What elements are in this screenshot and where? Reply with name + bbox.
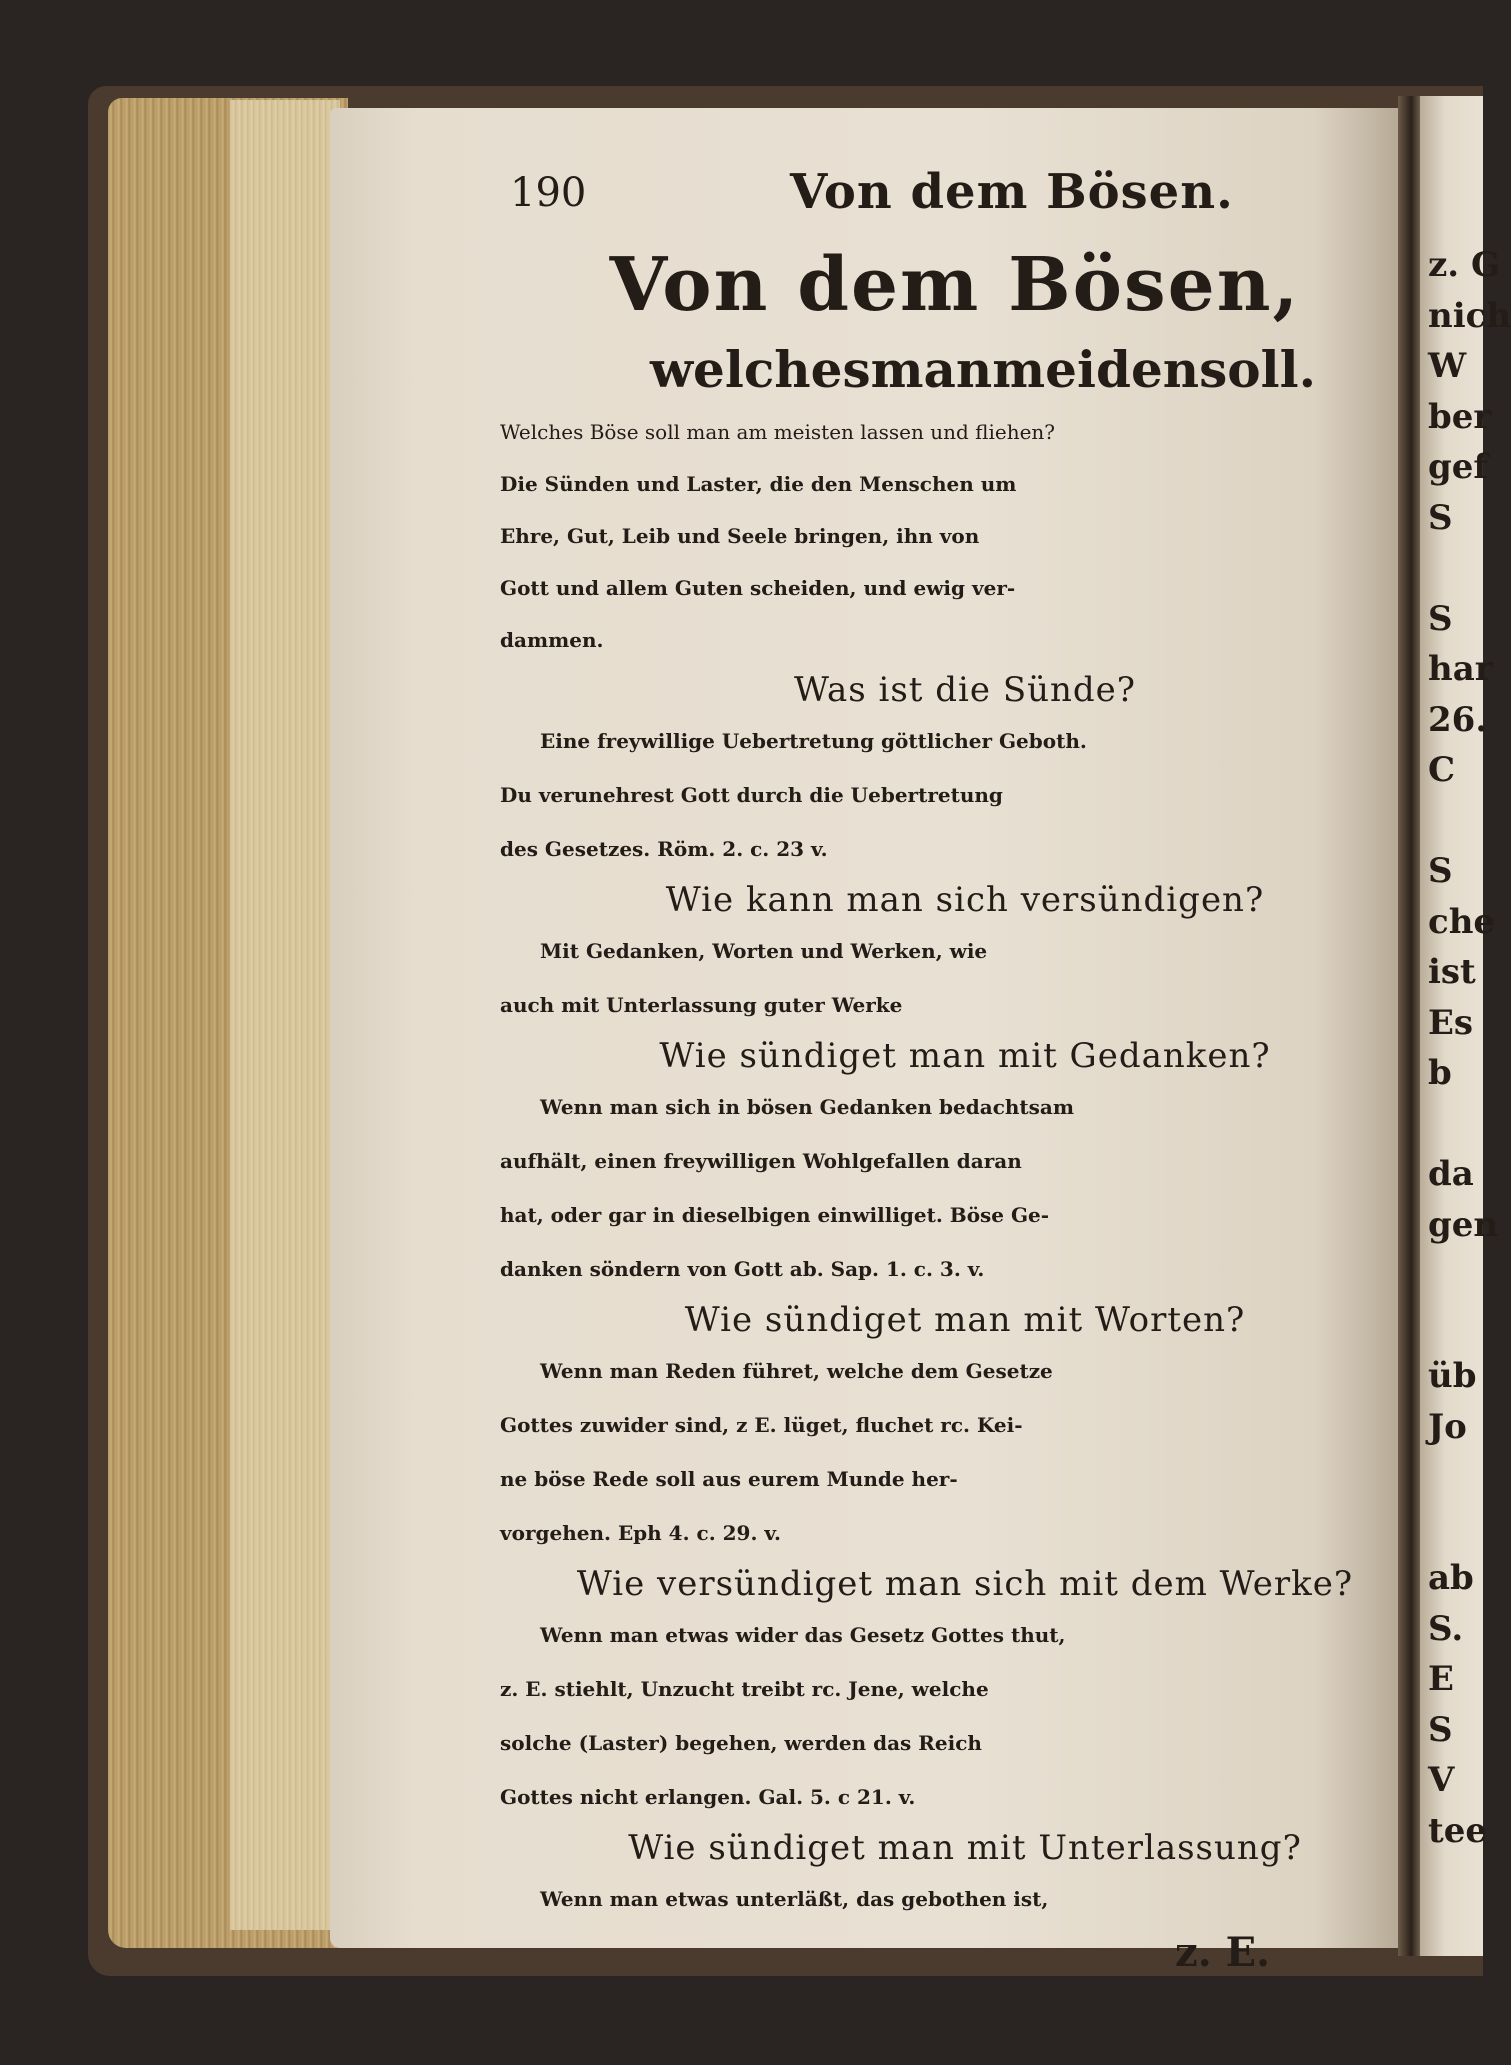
- facing-fragment: Jo: [1428, 1406, 1467, 1447]
- facing-fragment: ist: [1428, 952, 1476, 992]
- facing-fragment: [1428, 543, 1488, 594]
- page-edges-inner: [230, 100, 340, 1930]
- facing-fragment: S.: [1428, 1608, 1464, 1649]
- text-line: Wenn man etwas unterläßt, das gebothen ist,: [540, 1887, 1049, 1911]
- answer: [500, 1344, 1390, 1560]
- subtitle-word: soll.: [1199, 340, 1317, 399]
- facing-fragment: [1428, 1250, 1488, 1301]
- facing-fragment: ber: [1428, 396, 1492, 437]
- facing-fragment: che: [1428, 901, 1496, 942]
- facing-fragment: gen: [1428, 1204, 1499, 1245]
- facing-fragment: V: [1428, 1760, 1455, 1800]
- facing-fragment: [1428, 1099, 1488, 1150]
- text-line: aufhält, einen freywilligen Wohlgefallen daran: [500, 1149, 1022, 1173]
- question: Was ist die Sünde?: [793, 670, 1137, 710]
- text-line: Mit Gedanken, Worten und Werken, wie: [540, 939, 988, 963]
- facing-fragment: S: [1428, 497, 1453, 538]
- text-line: Gottes zuwider sind, z E. lüget, fluchet rc. Kei-: [500, 1413, 1023, 1437]
- facing-fragment: [1428, 1503, 1488, 1554]
- facing-page-text: [1428, 240, 1511, 1851]
- facing-fragment: z. G: [1428, 245, 1501, 285]
- text-line: ne böse Rede soll aus eurem Munde her-: [500, 1467, 958, 1491]
- text-line: Gottes nicht erlangen. Gal. 5. c 21. v.: [500, 1785, 916, 1809]
- text-line: solche (Laster) begehen, werden das Reich: [500, 1731, 982, 1755]
- text-line: dammen.: [500, 628, 604, 652]
- question: Wie sündiget man mit Gedanken?: [659, 1036, 1271, 1076]
- facing-fragment: S: [1428, 851, 1453, 891]
- text-line: Eine freywillige Uebertretung göttlicher Geboth.: [540, 729, 1087, 753]
- gutter: [1398, 96, 1422, 1956]
- subtitle-word: welches: [650, 340, 871, 399]
- facing-fragment: [1428, 1452, 1488, 1503]
- facing-fragment: üb: [1428, 1356, 1477, 1396]
- text-line: Wenn man sich in bösen Gedanken bedachtsam: [540, 1095, 1075, 1119]
- question: Wie sündiget man mit Unterlassung?: [628, 1828, 1302, 1868]
- text-line: auch mit Unterlassung guter Werke: [500, 993, 903, 1017]
- text-line: danken söndern von Gott ab. Sap. 1. c. 3. v.: [500, 1257, 985, 1281]
- text-line: z. E. stiehlt, Unzucht treibt rc. Jene, welche: [500, 1677, 989, 1701]
- facing-fragment: [1428, 1301, 1488, 1352]
- facing-fragment: [1428, 796, 1488, 847]
- facing-fragment: har: [1428, 649, 1493, 689]
- answer: [500, 714, 1390, 876]
- facing-fragment: S: [1428, 1709, 1453, 1750]
- text-line: hat, oder gar in dieselbigen einwilliget. Böse Ge-: [500, 1203, 1050, 1227]
- text-line: Gott und allem Guten scheiden, und ewig ver-: [500, 576, 1016, 600]
- text-line: Die Sünden und Laster, die den Menschen um: [500, 472, 1017, 496]
- chapter-title: Von dem Bösen,: [609, 242, 1301, 328]
- page-number: 190: [510, 170, 587, 216]
- facing-fragment: 26.: [1428, 699, 1488, 740]
- page-text: [500, 160, 1390, 1980]
- question: Wie sündiget man mit Worten?: [684, 1300, 1246, 1340]
- paragraph: [500, 406, 1390, 666]
- text-line: Welches Böse soll man am meisten lassen und fliehen?: [500, 420, 1056, 444]
- facing-fragment: b: [1428, 1053, 1452, 1093]
- page-header: [500, 160, 1390, 230]
- answer: [500, 1872, 1390, 1926]
- facing-fragment: E: [1428, 1659, 1454, 1699]
- facing-fragment: gef: [1428, 447, 1489, 487]
- question: Wie versündiget man sich mit dem Werke?: [576, 1564, 1354, 1604]
- body-text: [500, 406, 1390, 1980]
- subtitle-word: meiden: [992, 340, 1200, 399]
- answer: [500, 924, 1390, 1032]
- text-line: Du verunehrest Gott durch die Uebertretung: [500, 783, 1003, 807]
- running-head: Von dem Bösen.: [790, 164, 1234, 220]
- facing-fragment: S: [1428, 598, 1453, 639]
- catchword: z. E.: [1175, 1929, 1270, 1976]
- answer: [500, 1608, 1390, 1824]
- facing-fragment: W: [1428, 346, 1467, 386]
- subtitle-word: man: [870, 340, 993, 399]
- facing-fragment: tee: [1428, 1810, 1487, 1851]
- facing-fragment: ab: [1428, 1558, 1474, 1598]
- facing-fragment: da: [1428, 1154, 1474, 1194]
- facing-fragment: Es: [1428, 1002, 1474, 1043]
- facing-fragment: C: [1428, 750, 1456, 790]
- chapter-subtitle: [650, 334, 1317, 406]
- text-line: vorgehen. Eph 4. c. 29. v.: [500, 1521, 781, 1545]
- text-line: Wenn man Reden führet, welche dem Gesetze: [540, 1359, 1053, 1383]
- text-line: des Gesetzes. Röm. 2. c. 23 v.: [500, 837, 828, 861]
- question: Wie kann man sich versündigen?: [665, 880, 1265, 920]
- text-line: Wenn man etwas wider das Gesetz Gottes thut,: [540, 1623, 1066, 1647]
- answer: [500, 1080, 1390, 1296]
- facing-fragment: nich: [1428, 295, 1511, 336]
- text-line: Ehre, Gut, Leib und Seele bringen, ihn von: [500, 524, 980, 548]
